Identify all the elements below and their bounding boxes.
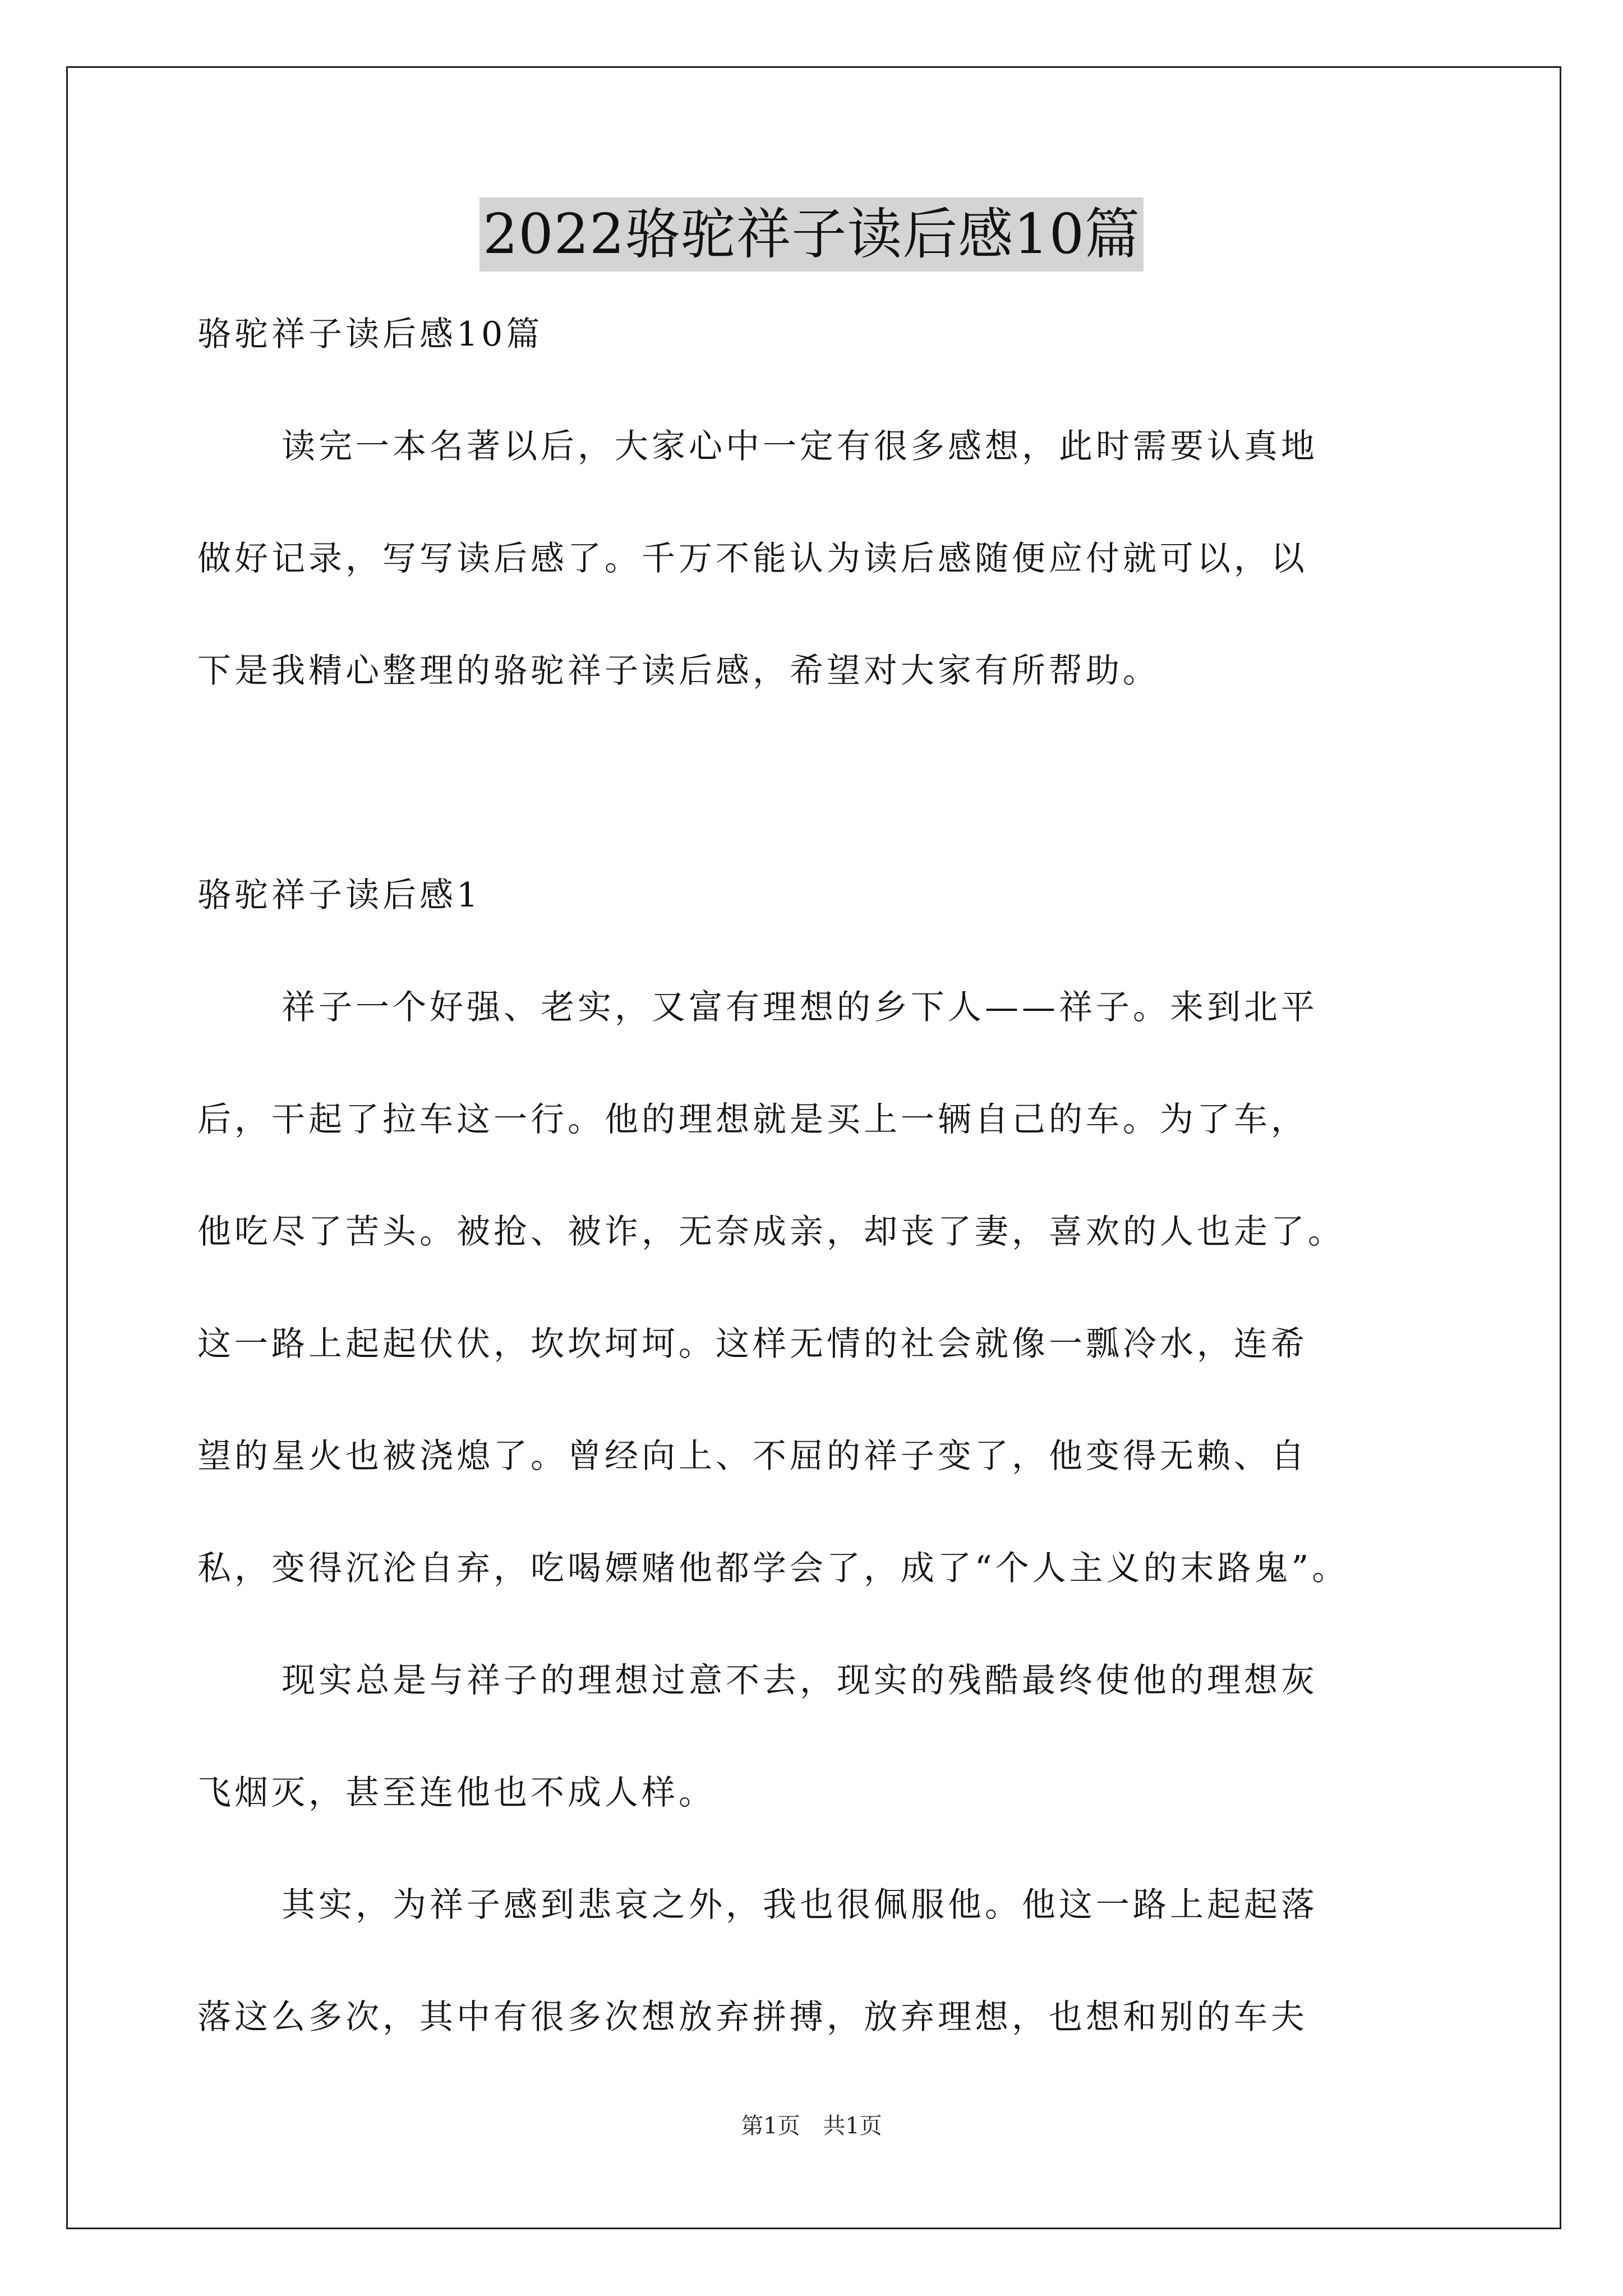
para2-line: 飞烟灭，甚至连他也不成人样。	[197, 1773, 716, 1812]
para1-line: 这一路上起起伏伏，坎坎坷坷。这样无情的社会就像一瓢冷水，连希	[197, 1324, 1308, 1364]
section-heading: 骆驼祥子读后感1	[197, 876, 482, 915]
para1-line: 他吃尽了苦头。被抢、被诈，无奈成亲，却丧了妻，喜欢的人也走了。	[197, 1212, 1345, 1251]
para1-line: 祥子一个好强、老实，又富有理想的乡下人——祥子。来到北平	[282, 988, 1318, 1027]
document-title: 2022骆驼祥子读后感10篇	[479, 197, 1144, 272]
para1-line: 后，干起了拉车这一行。他的理想就是买上一辆自己的车。为了车，	[197, 1100, 1308, 1139]
para1-line: 望的星火也被浇熄了。曾经向上、不屈的祥子变了，他变得无赖、自	[197, 1437, 1308, 1476]
title-container	[0, 197, 1623, 272]
page-number: 第1页	[741, 2113, 800, 2139]
para3-line: 其实，为祥子感到悲哀之外，我也很佩服他。他这一路上起起落	[282, 1885, 1318, 1925]
page-total: 共1页	[823, 2113, 882, 2139]
subtitle: 骆驼祥子读后感10篇	[197, 315, 543, 354]
para3-line: 落这么多次，其中有很多次想放弃拼搏，放弃理想，也想和别的车夫	[197, 1998, 1308, 2037]
intro-line: 读完一本名著以后，大家心中一定有很多感想，此时需要认真地	[282, 427, 1318, 466]
para1-line: 私，变得沉沦自弃，吃喝嫖赌他都学会了，成了“个人主义的末路鬼”。	[197, 1549, 1349, 1588]
intro-line: 做好记录，写写读后感了。千万不能认为读后感随便应付就可以，以	[197, 539, 1308, 578]
para2-line: 现实总是与祥子的理想过意不去，现实的残酷最终使他的理想灰	[282, 1661, 1318, 1700]
intro-line: 下是我精心整理的骆驼祥子读后感，希望对大家有所帮助。	[197, 651, 1160, 691]
page-footer	[0, 2108, 1623, 2140]
